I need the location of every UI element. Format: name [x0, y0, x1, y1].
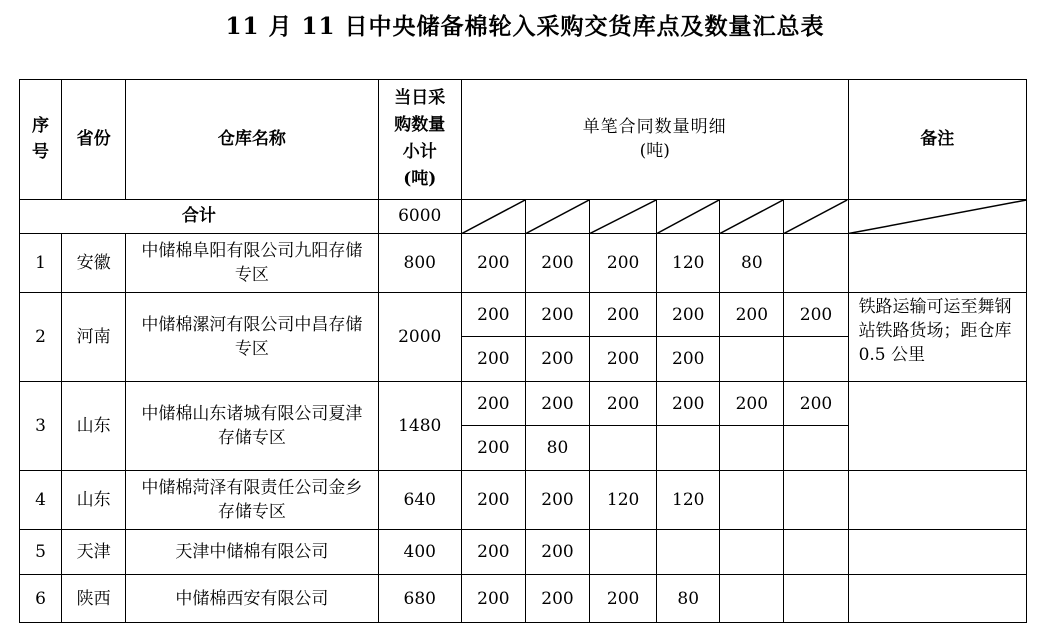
quantity-cell: 200 [657, 337, 720, 382]
quantity-cell [720, 337, 784, 382]
header-province: 省份 [62, 80, 126, 200]
quantity-cell: 200 [525, 292, 589, 337]
row-subtotal: 800 [378, 233, 461, 292]
table-row [20, 529, 1027, 575]
header-detail-unit: (吨) [639, 141, 670, 162]
quantity-cell: 200 [461, 381, 525, 426]
quantity-cell: 200 [784, 292, 848, 337]
quantity-cell: 200 [525, 529, 589, 575]
quantity-cell: 200 [461, 426, 525, 471]
row-province: 山东 [62, 470, 126, 529]
quantity-cell: 200 [461, 529, 525, 575]
header-contract-detail [461, 80, 848, 200]
table-row [20, 575, 1027, 623]
row-subtotal: 680 [378, 575, 461, 623]
quantity-cell: 200 [461, 292, 525, 337]
quantity-cell: 200 [461, 575, 525, 623]
quantity-cell: 200 [720, 292, 784, 337]
header-warehouse: 仓库名称 [126, 80, 378, 200]
quantity-cell [590, 529, 657, 575]
row-seq: 1 [20, 233, 62, 292]
row-warehouse-name: 中储棉菏泽有限责任公司金乡存储专区 [126, 470, 378, 529]
row-seq: 4 [20, 470, 62, 529]
quantity-cell [720, 575, 784, 623]
quantity-cell [720, 529, 784, 575]
quantity-cell [720, 426, 784, 471]
row-note: 铁路运输可运至舞钢站铁路货场；距仓库 0.5 公里 [848, 292, 1026, 381]
diagonal-cell [525, 199, 589, 233]
row-province: 陕西 [62, 575, 126, 623]
quantity-cell: 200 [784, 381, 848, 426]
quantity-cell: 120 [590, 470, 657, 529]
diagonal-cell [657, 199, 720, 233]
row-note [848, 470, 1026, 529]
quantity-cell: 120 [657, 233, 720, 292]
quantity-cell: 120 [657, 470, 720, 529]
quantity-cell: 200 [525, 470, 589, 529]
row-seq: 6 [20, 575, 62, 623]
row-warehouse-name: 中储棉西安有限公司 [126, 575, 378, 623]
quantity-cell: 80 [720, 233, 784, 292]
total-row [20, 199, 1027, 233]
row-subtotal: 1480 [378, 381, 461, 470]
row-warehouse-name: 中储棉漯河有限公司中昌存储专区 [126, 292, 378, 381]
row-seq: 2 [20, 292, 62, 381]
quantity-cell [784, 337, 848, 382]
quantity-cell [784, 426, 848, 471]
table-row [20, 381, 1027, 426]
row-seq: 5 [20, 529, 62, 575]
quantity-cell: 200 [525, 337, 589, 382]
quantity-cell: 200 [590, 381, 657, 426]
row-note [848, 529, 1026, 575]
quantity-cell: 200 [461, 233, 525, 292]
quantity-cell [784, 529, 848, 575]
row-warehouse-name: 中储棉山东诸城有限公司夏津存储专区 [126, 381, 378, 470]
row-subtotal: 400 [378, 529, 461, 575]
row-warehouse-name: 天津中储棉有限公司 [126, 529, 378, 575]
quantity-cell [590, 426, 657, 471]
quantity-cell [720, 470, 784, 529]
row-note [848, 575, 1026, 623]
row-subtotal: 640 [378, 470, 461, 529]
quantity-cell: 200 [461, 470, 525, 529]
quantity-cell: 200 [590, 292, 657, 337]
quantity-cell: 200 [461, 337, 525, 382]
table-row [20, 292, 1027, 337]
header-row [20, 80, 1027, 200]
header-seq: 序号 [20, 80, 62, 200]
total-value: 6000 [378, 199, 461, 233]
row-province: 天津 [62, 529, 126, 575]
quantity-cell [657, 426, 720, 471]
quantity-cell: 200 [720, 381, 784, 426]
table-row [20, 470, 1027, 529]
header-daily-subtotal: 当日采购数量小计(吨) [378, 80, 461, 200]
row-province: 山东 [62, 381, 126, 470]
row-province: 河南 [62, 292, 126, 381]
quantity-cell: 200 [590, 233, 657, 292]
table-row [20, 233, 1027, 292]
quantity-cell [784, 575, 848, 623]
quantity-cell [784, 233, 848, 292]
quantity-cell [657, 529, 720, 575]
diagonal-cell [461, 199, 525, 233]
row-subtotal: 2000 [378, 292, 461, 381]
diagonal-cell [590, 199, 657, 233]
diagonal-cell [848, 199, 1026, 233]
diagonal-cell [720, 199, 784, 233]
row-note [848, 381, 1026, 470]
quantity-cell: 80 [657, 575, 720, 623]
quantity-cell: 200 [525, 381, 589, 426]
row-province: 安徽 [62, 233, 126, 292]
quantity-cell: 200 [525, 575, 589, 623]
row-warehouse-name: 中储棉阜阳有限公司九阳存储专区 [126, 233, 378, 292]
quantity-cell: 80 [525, 426, 589, 471]
header-detail-label: 单笔合同数量明细 [582, 117, 727, 138]
row-seq: 3 [20, 381, 62, 470]
quantity-cell: 200 [525, 233, 589, 292]
quantity-cell: 200 [657, 292, 720, 337]
quantity-cell: 200 [590, 337, 657, 382]
row-note [848, 233, 1026, 292]
quantity-cell: 200 [657, 381, 720, 426]
header-note: 备注 [848, 80, 1026, 200]
summary-table [19, 79, 1027, 623]
diagonal-cell [784, 199, 848, 233]
page-title: 11 月 11 日中央储备棉轮入采购交货库点及数量汇总表 [225, 13, 825, 40]
total-label: 合计 [20, 199, 379, 233]
quantity-cell: 200 [590, 575, 657, 623]
quantity-cell [784, 470, 848, 529]
